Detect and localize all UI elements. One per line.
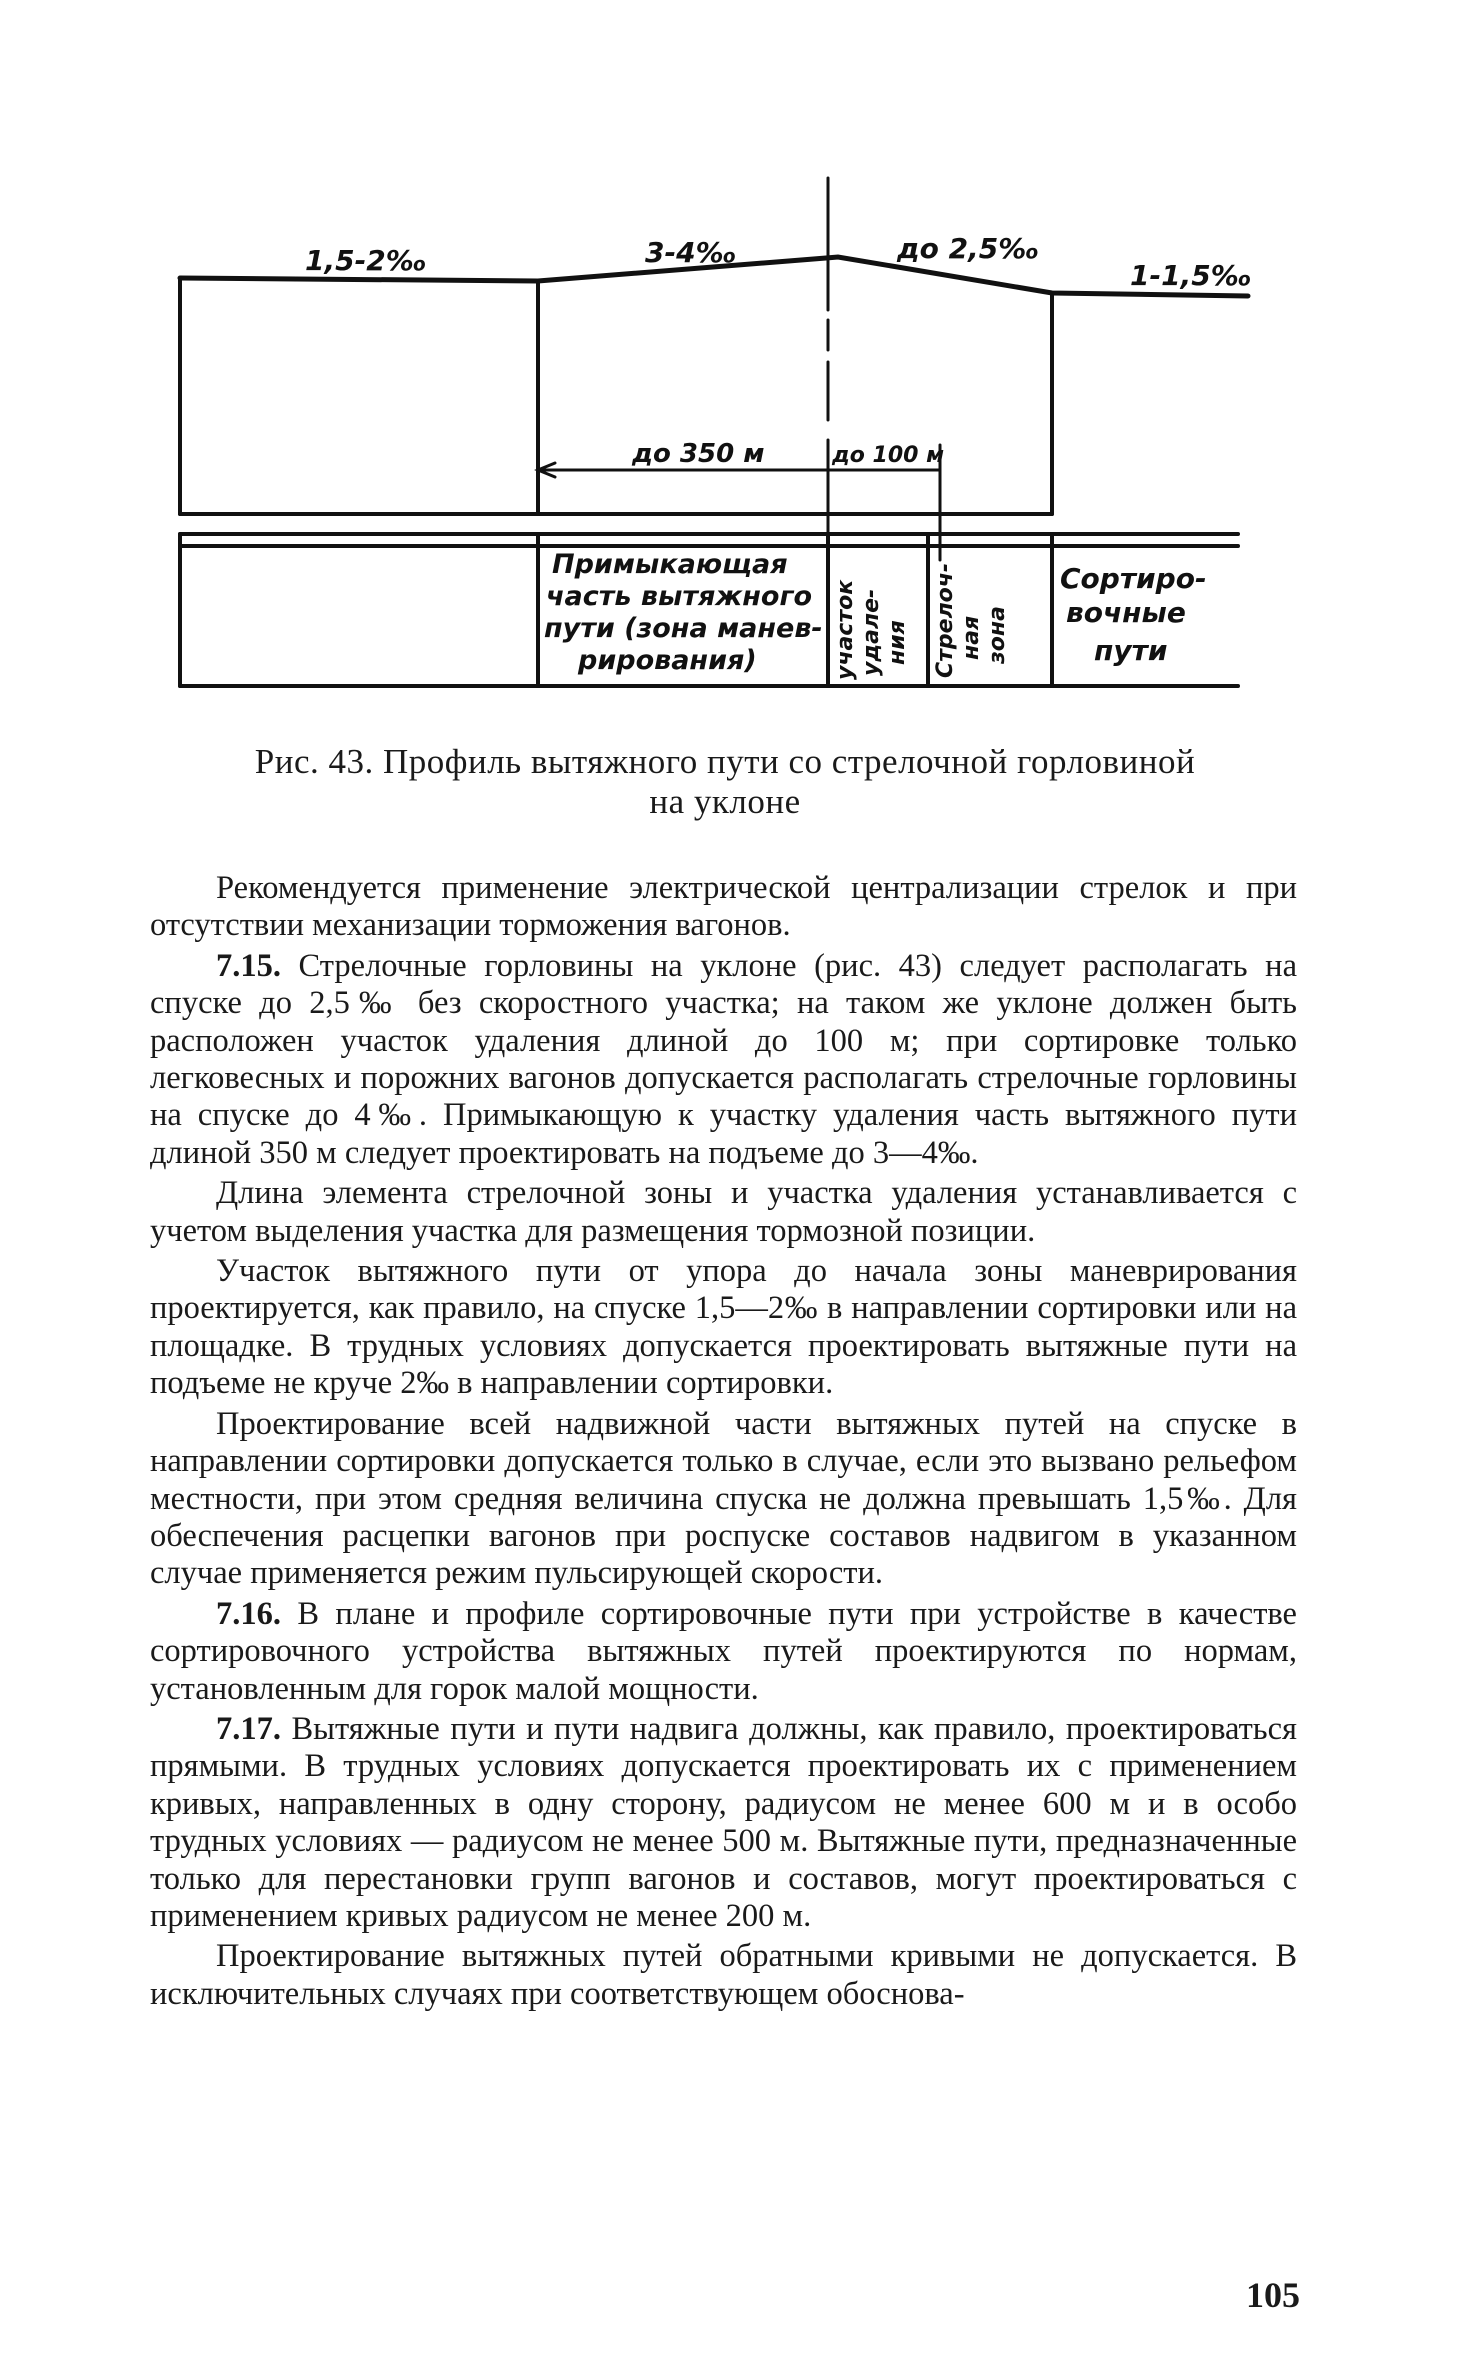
slope-right-label: 1-1,5‰ (1130, 259, 1252, 292)
body-text (150, 870, 1297, 2016)
section-number: 7.15. (216, 947, 281, 984)
paragraph: Проектирование всей надвижной части вытяжных путей на спуске в направлении сортировки допускается только в случае, если это вызвано рельефом местности, при этом средняя величина спуска не должна превышать 1,5‰. Для обеспечения расцепки вагонов при роспуске составов надвигом в указанном случае применяется режим пульсирующей скорости. (150, 1405, 1297, 1592)
paragraph-7-17: 7.17. Вытяжные пути и пути надвига должны, как правило, проектироваться прямыми. В трудных условиях допускается проектировать их с применением кривых, направленных в одну сторону, радиусом не менее 600 м и в особо трудных условиях — радиусом не менее 500 м. Вытяжные пути, предназначенные только для перестановки групп вагонов и составов, могут проектироваться с применением кривых радиусом не менее 200 м. (150, 1710, 1297, 1934)
svg-text:рирования): рирования) (578, 645, 757, 676)
figure-caption (150, 742, 1300, 822)
caption-line-1: Рис. 43. Профиль вытяжного пути со стрелочной горловиной (254, 742, 1196, 781)
dimension-100-label: до 100 м (832, 443, 945, 468)
svg-text:Примыкающая: Примыкающая (552, 549, 788, 580)
zone-adjacent-label (544, 549, 823, 676)
paragraph-7-16: 7.16. В плане и профиле сортировочные пути при устройстве в качестве сортировочного устройства вытяжных путей проектируются по нормам, установленным для горок малой мощности. (150, 1595, 1297, 1707)
svg-text:Сортиро-: Сортиро- (1060, 562, 1207, 595)
zone-sorting-label (1060, 562, 1207, 667)
paragraph: Рекомендуется применение электрической централизации стрелок и при отсутствии механизации торможения вагонов. (150, 870, 1297, 944)
paragraph: Проектирование вытяжных путей обратными кривыми не допускается. В исключительных случаях при соответствующем обоснова- (150, 1938, 1297, 2012)
svg-text:вочные: вочные (1066, 596, 1186, 629)
svg-text:ная: ная (959, 615, 984, 660)
svg-text:часть вытяжного: часть вытяжного (546, 581, 813, 612)
slope-descent-label: до 2,5‰ (897, 232, 1039, 265)
caption-line-2: на уклоне (649, 782, 801, 821)
svg-text:участок: участок (833, 579, 858, 680)
dimension-350-label: до 350 м (632, 439, 765, 469)
zone-switch-label (933, 563, 1010, 678)
slope-rise-label: 3-4‰ (645, 236, 737, 269)
paragraph: Участок вытяжного пути от упора до начала зоны маневрирования проектируется, как правило, на спуске 1,5—2‰ в направлении сортировки или на площадке. В трудных условиях допускается проектировать вытяжные пути на подъеме не круче 2‰ в направлении сортировки. (150, 1253, 1297, 1402)
section-number: 7.16. (216, 1595, 281, 1632)
svg-text:ния: ния (885, 620, 910, 665)
svg-text:зона: зона (985, 606, 1010, 664)
svg-text:пути: пути (1094, 634, 1168, 667)
section-number: 7.17. (216, 1710, 281, 1747)
profile-diagram (0, 0, 1477, 720)
zone-removal-label (833, 579, 910, 680)
paragraph: Длина элемента стрелочной зоны и участка удаления устанавливается с учетом выделения участка для размещения тормозной позиции. (150, 1175, 1297, 1249)
page-number: 105 (1246, 2275, 1300, 2315)
svg-text:Стрелоч-: Стрелоч- (933, 562, 958, 678)
svg-text:удале-: удале- (859, 588, 884, 676)
slope-left-label: 1,5-2‰ (305, 244, 427, 277)
paragraph-7-15: 7.15. Стрелочные горловины на уклоне (рис. 43) следует располагать на спуске до 2,5‰ без скоростного участка; на таком же уклоне должен быть расположен участок удаления длиной до 100 м; при сортировке только легковесных и порожних вагонов допускается располагать стрелочные горловины на спуске до 4‰. Примыкающую к участку удаления часть вытяжного пути длиной 350 м следует проектировать на подъеме до 3—4‰. (150, 947, 1297, 1171)
svg-text:пути (зона манев-: пути (зона манев- (544, 613, 823, 644)
